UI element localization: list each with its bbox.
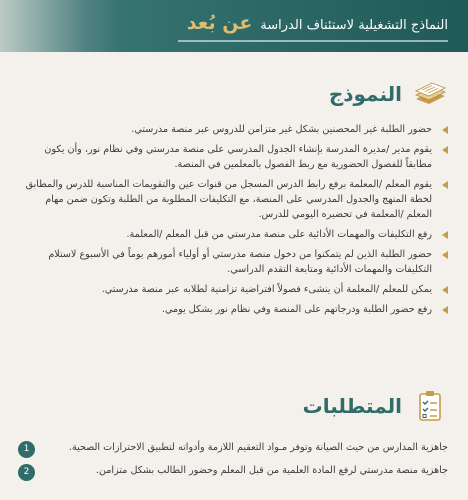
header-title-accent: عن بُعد [186,12,253,34]
list-item [18,177,448,222]
list-item-text: رفع حضور الطلبة ودرجاتهم على المنصة وفي نظام نور بشكل يومي. [161,304,432,315]
requirement-item [18,440,448,455]
header-underline [178,40,448,42]
header-title-main: النماذج التشغيلية لاستئناف الدراسة [260,18,448,33]
stacked-papers-icon [412,78,448,110]
requirement-item [18,463,448,478]
list-item-text: حضور الطلبة الذين لم يتمكنوا من دخول منصة مدرستي أو أولياء أمورهم يوماً في الأسبوع لاستلام التكليفات والمهمات الأدائية ومتابعة التقدم الدراسي. [48,249,432,275]
bullet-arrow-icon [442,126,448,134]
bullet-arrow-icon [442,231,448,239]
list-item [18,247,448,277]
list-item-text: يقوم مدير /مديرة المدرسة بإنشاء الجدول المدرسي على منصة مدرستي وفي نظام نور، وأن يكون مطابقاً للفصول الحضورية مع ربط الفصول بالمعلمين في المنصة. [44,144,432,170]
requirement-text: جاهزية المدارس من حيث الصيانة وتوفر مـواد التعقيم اللازمة وأدواته لتطبيق الاحترازات الصحية. [68,442,448,453]
model-list [18,122,448,322]
list-item-text: رفع التكليفات والمهمات الأدائية على منصة مدرستي من قبل المعلم /المعلمة. [126,229,432,240]
header-title [187,12,448,34]
page-header [0,0,468,52]
list-item-text: يقوم المعلم /المعلمة برفع رابط الدرس المسجل من قنوات عين والتقويمات المناسبة للدرس والمطابق لخطة المنهج والجدول المدرسي على المنصة، مع التكليفات المطلوبة من الطلبة وتكون ضمن مهام المعلم /المعلمة في تحضيره اليومي للدرس. [25,179,432,220]
list-item [18,227,448,242]
requirements-list [18,440,448,486]
bullet-arrow-icon [442,251,448,259]
bullet-arrow-icon [442,146,448,154]
model-section-title: النموذج [328,82,402,106]
model-section-heading [329,78,448,110]
requirements-section-title: المتطلبات [302,394,402,418]
list-item [18,122,448,137]
number-badge: 2 [18,464,35,481]
bullet-arrow-icon [442,286,448,294]
list-item-text: يمكن للمعلم /المعلمة أن ينشىء فصولاً افتراضية تزامنية لطلابه عبر منصة مدرستي. [101,284,432,295]
clipboard-checklist-icon [412,390,448,422]
list-item [18,282,448,297]
number-badge: 1 [18,441,35,458]
requirements-section-heading [303,390,448,422]
bullet-arrow-icon [442,181,448,189]
header-photo [0,0,120,52]
list-item [18,142,448,172]
list-item [18,302,448,317]
requirement-text: جاهزية منصة مدرستي لرفع المادة العلمية من قبل المعلم وحضور الطالب بشكل متزامن. [95,465,448,476]
bullet-arrow-icon [442,306,448,314]
list-item-text: حضور الطلبة غير المحصنين بشكل غير متزامن للدروس عبر منصة مدرستي. [131,124,432,135]
